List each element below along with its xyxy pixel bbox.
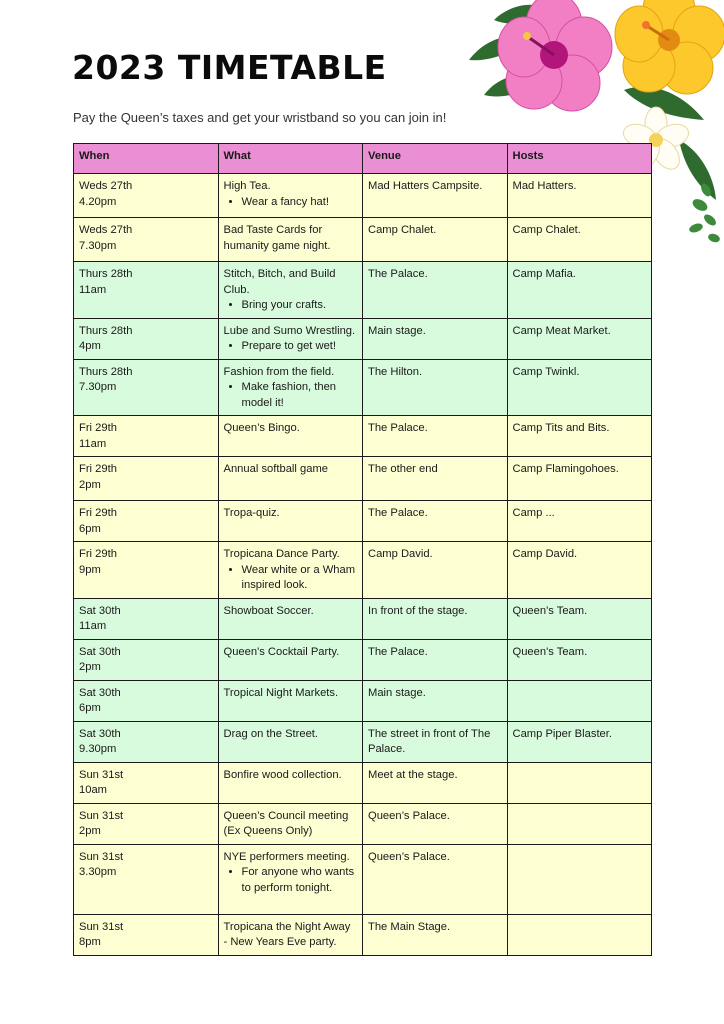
cell-time: 2pm xyxy=(79,478,101,491)
cell-venue: Camp David. xyxy=(363,542,508,599)
cell-day: Fri 29th xyxy=(79,507,117,519)
cell-day: Fri 29th xyxy=(79,548,117,560)
cell-what xyxy=(218,318,363,359)
note-list xyxy=(224,865,358,896)
cell-time: 9pm xyxy=(79,563,101,576)
cell-event: Showboat Soccer. xyxy=(223,604,314,617)
cell-when xyxy=(74,639,219,680)
note-list xyxy=(224,298,358,314)
cell-time: 4pm xyxy=(79,340,101,352)
cell-day: Sun 31st xyxy=(79,850,124,863)
cell-hosts xyxy=(507,844,652,914)
cell-event: Tropicana Dance Party. xyxy=(223,548,340,560)
cell-venue: Main stage. xyxy=(363,318,508,359)
table-row xyxy=(74,598,652,639)
cell-day: Sun 31st xyxy=(79,920,124,933)
cell-day: Thurs 28th xyxy=(79,268,133,280)
cell-hosts: Camp Meat Market. xyxy=(507,318,652,359)
cell-day: Weds 27th xyxy=(79,180,133,192)
table-row xyxy=(74,721,652,762)
cell-time: 2pm xyxy=(79,825,101,837)
column-header-when: When xyxy=(74,144,219,174)
cell-what xyxy=(218,457,363,501)
cell-hosts: Camp Tits and Bits. xyxy=(507,416,652,457)
table-header-row xyxy=(74,144,652,174)
note-list xyxy=(224,339,358,355)
note-list xyxy=(224,380,358,411)
cell-venue: Main stage. xyxy=(363,680,508,721)
table-row xyxy=(74,359,652,416)
cell-when xyxy=(74,416,219,457)
cell-time: 4.20pm xyxy=(79,195,117,208)
cell-venue: The Palace. xyxy=(363,639,508,680)
cell-event: Queen's Cocktail Party. xyxy=(223,645,340,658)
cell-hosts: Camp Piper Blaster. xyxy=(507,721,652,762)
cell-day: Sat 30th xyxy=(79,604,121,617)
cell-day: Sat 30th xyxy=(79,645,121,658)
cell-day: Sun 31st xyxy=(79,768,124,781)
cell-when xyxy=(74,501,219,542)
cell-venue: Camp Chalet. xyxy=(363,218,508,262)
cell-what xyxy=(218,262,363,319)
cell-when xyxy=(74,457,219,501)
cell-when xyxy=(74,174,219,218)
cell-day: Sun 31st xyxy=(79,809,124,822)
cell-hosts: Camp Chalet. xyxy=(507,218,652,262)
cell-what xyxy=(218,639,363,680)
cell-when xyxy=(74,598,219,639)
cell-venue: Queen’s Palace. xyxy=(363,844,508,914)
event-note: • Make fashion, then model it! xyxy=(242,380,358,411)
cell-hosts xyxy=(507,762,652,803)
cell-hosts: Camp ... xyxy=(507,501,652,542)
cell-when xyxy=(74,359,219,416)
cell-hosts xyxy=(507,680,652,721)
table-row xyxy=(74,416,652,457)
cell-day: Weds 27th xyxy=(79,224,133,236)
cell-time: 10am xyxy=(79,784,107,796)
cell-what xyxy=(218,803,363,844)
cell-time: 9.30pm xyxy=(79,743,117,755)
cell-time: 2pm xyxy=(79,661,101,673)
cell-what xyxy=(218,762,363,803)
cell-when xyxy=(74,721,219,762)
cell-what xyxy=(218,721,363,762)
table-row xyxy=(74,218,652,262)
cell-day: Sat 30th xyxy=(79,727,121,740)
cell-day: Sat 30th xyxy=(79,686,121,699)
cell-time: 8pm xyxy=(79,936,101,948)
cell-hosts: Camp David. xyxy=(507,542,652,599)
column-header-what: What xyxy=(218,144,363,174)
cell-when xyxy=(74,542,219,599)
cell-time: 7.30pm xyxy=(79,381,117,393)
cell-event: Drag on the Street. xyxy=(223,727,319,740)
table-row xyxy=(74,542,652,599)
cell-hosts: Queen's Team. xyxy=(507,598,652,639)
cell-what xyxy=(218,501,363,542)
table-row xyxy=(74,914,652,955)
table-row xyxy=(74,501,652,542)
cell-when xyxy=(74,762,219,803)
event-note: • For anyone who wants to perform tonight. xyxy=(242,865,358,896)
cell-time: 6pm xyxy=(79,702,101,714)
cell-event: High Tea. xyxy=(223,180,271,192)
cell-venue: The Palace. xyxy=(363,262,508,319)
cell-time: 11am xyxy=(79,283,107,296)
cell-hosts: Camp Mafia. xyxy=(507,262,652,319)
cell-when xyxy=(74,680,219,721)
cell-time: 7.30pm xyxy=(79,239,117,252)
cell-event: Lube and Sumo Wrestling. xyxy=(223,324,356,337)
table-row xyxy=(74,174,652,218)
page-subtitle: Pay the Queen’s taxes and get your wristband so you can join in! xyxy=(73,110,447,125)
cell-what xyxy=(218,844,363,914)
cell-day: Fri 29th xyxy=(79,463,117,475)
cell-when xyxy=(74,914,219,955)
page-title: 2023 TIMETABLE xyxy=(72,48,387,87)
table-row xyxy=(74,262,652,319)
cell-what xyxy=(218,359,363,416)
table-row xyxy=(74,457,652,501)
cell-event: Bad Taste Cards for humanity game night. xyxy=(223,224,331,252)
event-note: • Wear a fancy hat! xyxy=(242,195,358,211)
cell-what xyxy=(218,218,363,262)
cell-event: NYE performers meeting. xyxy=(223,850,350,863)
cell-hosts: Mad Hatters. xyxy=(507,174,652,218)
timetable xyxy=(73,143,652,956)
column-header-venue: Venue xyxy=(363,144,508,174)
cell-time: 11am xyxy=(79,437,107,450)
cell-day: Fri 29th xyxy=(79,422,117,434)
table-row xyxy=(74,639,652,680)
table-row xyxy=(74,803,652,844)
cell-when xyxy=(74,262,219,319)
event-note: • Wear white or a Wham inspired look. xyxy=(242,563,358,594)
cell-venue: Queen’s Palace. xyxy=(363,803,508,844)
cell-hosts: Queen's Team. xyxy=(507,639,652,680)
cell-what xyxy=(218,174,363,218)
cell-what xyxy=(218,542,363,599)
table-row xyxy=(74,318,652,359)
cell-venue: The street in front of The Palace. xyxy=(363,721,508,762)
cell-when xyxy=(74,803,219,844)
event-note: • Bring your crafts. xyxy=(242,298,358,314)
note-list xyxy=(224,563,358,594)
cell-time: 11am xyxy=(79,620,107,632)
table-row xyxy=(74,762,652,803)
cell-hosts: Camp Flamingohoes. xyxy=(507,457,652,501)
column-header-hosts: Hosts xyxy=(507,144,652,174)
cell-venue: The Palace. xyxy=(363,501,508,542)
cell-event: Tropicana the Night Away - New Years Eve party. xyxy=(223,920,351,948)
cell-what xyxy=(218,680,363,721)
cell-what xyxy=(218,416,363,457)
cell-day: Thurs 28th xyxy=(79,324,133,337)
cell-event: Tropa-quiz. xyxy=(223,507,280,519)
cell-venue: Mad Hatters Campsite. xyxy=(363,174,508,218)
cell-event: Bonfire wood collection. xyxy=(223,768,342,781)
cell-hosts: Camp Twinkl. xyxy=(507,359,652,416)
cell-hosts xyxy=(507,914,652,955)
cell-hosts xyxy=(507,803,652,844)
cell-when xyxy=(74,318,219,359)
cell-what xyxy=(218,914,363,955)
cell-event: Fashion from the field. xyxy=(223,365,335,378)
cell-event: Tropical Night Markets. xyxy=(223,686,339,699)
cell-venue: The Main Stage. xyxy=(363,914,508,955)
event-note: • Prepare to get wet! xyxy=(242,339,358,355)
cell-venue: In front of the stage. xyxy=(363,598,508,639)
table-row xyxy=(74,844,652,914)
cell-what xyxy=(218,598,363,639)
cell-venue: The Palace. xyxy=(363,416,508,457)
cell-when xyxy=(74,844,219,914)
cell-event: Stitch, Bitch, and Build Club. xyxy=(223,268,336,296)
cell-venue: Meet at the stage. xyxy=(363,762,508,803)
cell-venue: The other end xyxy=(363,457,508,501)
cell-event: Queen’s Bingo. xyxy=(223,422,300,434)
cell-event: Annual softball game xyxy=(223,463,328,475)
cell-day: Thurs 28th xyxy=(79,365,133,378)
note-list xyxy=(224,195,358,211)
cell-event: Queen’s Council meeting (Ex Queens Only) xyxy=(223,809,349,837)
table-row xyxy=(74,680,652,721)
cell-when xyxy=(74,218,219,262)
cell-time: 6pm xyxy=(79,522,101,535)
cell-time: 3.30pm xyxy=(79,866,117,878)
cell-venue: The Hilton. xyxy=(363,359,508,416)
